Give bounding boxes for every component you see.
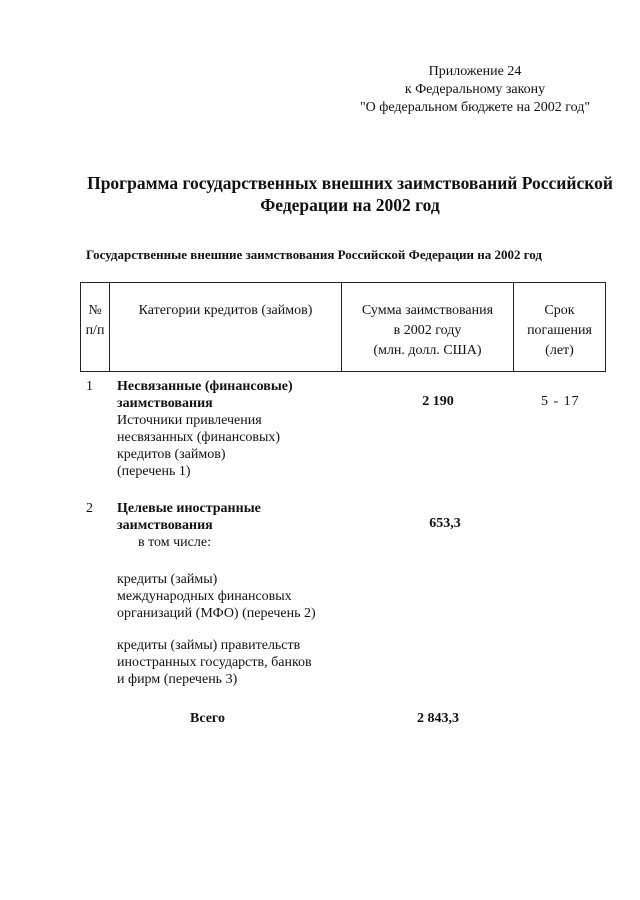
header-num: № п/п <box>85 303 105 338</box>
appendix-law: к Федеральному закону <box>404 82 546 97</box>
header-amount: Сумма заимствования в 2002 году (млн. долл. США) <box>341 283 513 371</box>
row-1-term: 5 - 17 <box>541 394 580 409</box>
row-2-sub-item-2: кредиты (займы) правительств иностранных государств, банков и фирм (перечень 3) <box>117 638 312 687</box>
header-category: Категории кредитов (займов) <box>109 283 341 371</box>
row-2-title: Целевые иностранные заимствования <box>117 501 261 533</box>
row-1-amount: 2 190 <box>422 394 454 409</box>
page-title <box>70 172 630 216</box>
row-2-amount: 653,3 <box>429 516 461 531</box>
appendix-number: Приложение 24 <box>428 64 522 79</box>
row-1-details: Источники привлечения несвязанных (финансовых) кредитов (займов) (перечень 1) <box>117 413 281 479</box>
header-term: Срок погашения (лет) <box>513 283 605 371</box>
row-1-num: 1 <box>86 379 93 394</box>
page-title-line-2: Федерации на 2002 год <box>260 195 440 215</box>
row-1-title: Несвязанные (финансовые) заимствования <box>117 379 293 411</box>
total-amount: 2 843,3 <box>417 711 459 726</box>
row-2-num: 2 <box>86 501 93 516</box>
row-2-sub-item-1: кредиты (займы) международных финансовых организаций (МФО) (перечень 2) <box>117 572 316 621</box>
table-header <box>80 282 606 372</box>
appendix-law-title: "О федеральном бюджете на 2002 год" <box>359 100 591 115</box>
table-title: Государственные внешние заимствования Российской Федерации на 2002 год <box>86 247 542 262</box>
appendix-header <box>330 63 620 117</box>
total-label: Всего <box>190 711 225 726</box>
row-2-including: в том числе: <box>138 535 211 550</box>
page-title-line-1: Программа государственных внешних заимствований Российской <box>87 173 613 193</box>
